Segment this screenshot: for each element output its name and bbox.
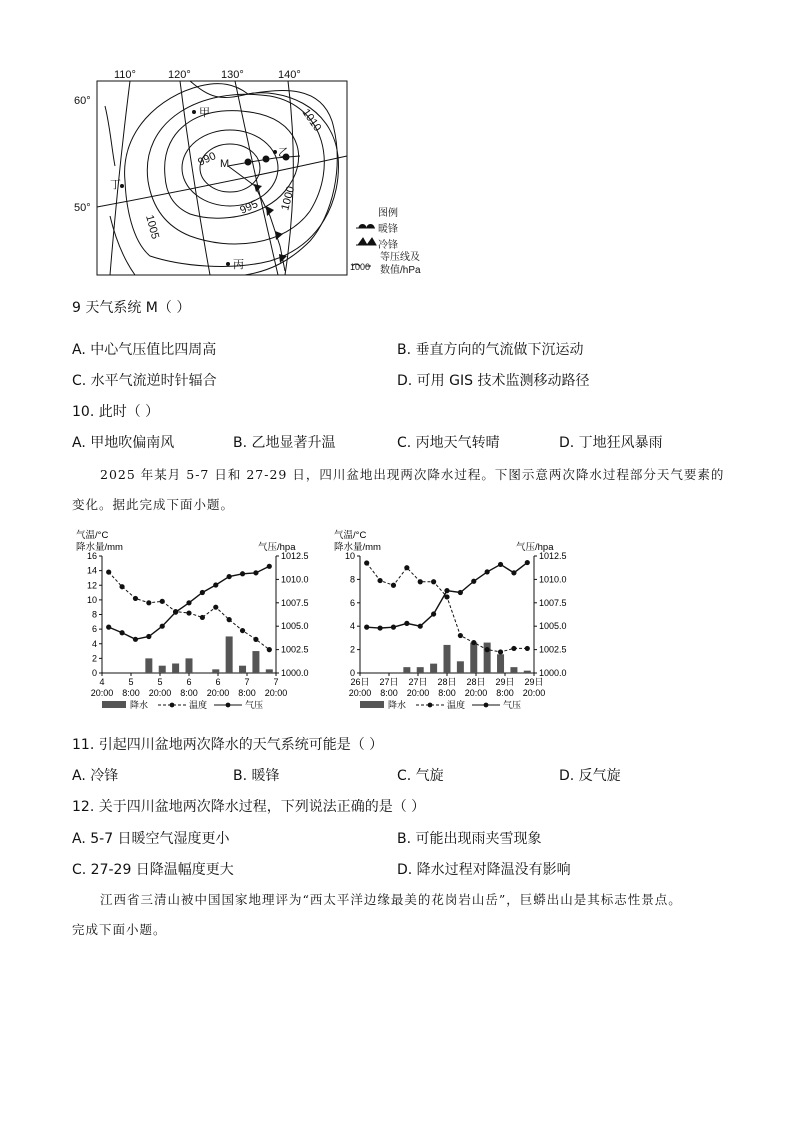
x-tick-label-day: 6 (215, 677, 221, 687)
temperature-point (253, 637, 258, 642)
x-tick-label-day: 28日 (466, 677, 486, 687)
precip-bar (239, 666, 246, 673)
x-tick-label-time: 20:00 (264, 688, 288, 698)
precip-bar (524, 671, 531, 673)
lon-140: 140° (278, 69, 301, 81)
right-axis-label-pressure: 气压/hpa (516, 542, 554, 553)
pressure-point (253, 570, 258, 575)
intro1-line1: 2025 年某月 5-7 日和 27-29 日，四川盆地出现两次降水过程。下图示意两次降水过程部分天气要素的 (100, 467, 725, 482)
map-legend (352, 225, 376, 266)
isobar-label-1010: 1010 (299, 106, 324, 134)
yi-dot (273, 150, 277, 154)
left-axis-label-temp: 气温/°C (76, 530, 109, 541)
jia-dot (192, 110, 196, 114)
x-tick-label-day: 26日 (350, 677, 370, 687)
isobar-label-1005: 1005 (143, 213, 162, 241)
precip-bar (444, 645, 451, 673)
precip-bar (430, 664, 437, 673)
legend-temp-marker (428, 703, 433, 708)
left-tick-label: 0 (349, 668, 355, 678)
precip-bar (212, 669, 219, 673)
temperature-point (431, 579, 436, 584)
legend-precip-swatch (102, 701, 126, 708)
q12-option-a[interactable]: A. 5-7 日暖空气湿度更小 (72, 831, 230, 847)
lon-110: 110° (114, 69, 136, 81)
x-tick-label-day: 27日 (408, 677, 428, 687)
right-tick-label: 1002.5 (281, 644, 309, 655)
right-tick-label: 1007.5 (539, 597, 567, 608)
legend-pressure-marker (226, 703, 231, 708)
q12-option-b[interactable]: B. 可能出现雨夹雪现象 (397, 831, 542, 847)
temperature-point (458, 633, 463, 638)
left-tick-label: 14 (86, 565, 97, 576)
x-tick-label-day: 29日 (495, 677, 515, 687)
x-tick-label-day: 7 (273, 677, 279, 687)
precip-bar (266, 669, 273, 673)
pressure-point (364, 625, 369, 630)
pressure-point (471, 579, 476, 584)
temperature-point (160, 599, 165, 604)
pressure-point (186, 600, 191, 605)
pressure-point (431, 611, 436, 616)
q9-option-a[interactable]: A. 中心气压值比四周高 (72, 342, 217, 358)
pressure-point (377, 625, 382, 630)
temperature-point (119, 584, 124, 589)
precip-bar (145, 658, 152, 673)
precip-bar (497, 654, 504, 673)
precip-bar (252, 651, 259, 673)
meridian-130 (235, 81, 278, 275)
legend-temp-marker (170, 703, 175, 708)
q12-option-d[interactable]: D. 降水过程对降温没有影响 (397, 862, 571, 878)
x-tick-label-time: 8:00 (238, 688, 256, 698)
right-tick-label: 1000.0 (281, 668, 309, 678)
q12-option-c[interactable]: C. 27-29 日降温幅度更大 (72, 862, 234, 878)
x-tick-label-time: 20:00 (90, 688, 114, 698)
pressure-point (227, 574, 232, 579)
pressure-point (146, 634, 151, 639)
legend-precip-label: 降水 (388, 700, 407, 710)
right-tick-label: 1010.0 (281, 574, 309, 585)
right-tick-label: 1012.5 (539, 551, 567, 561)
x-tick-label-day: 5 (128, 677, 134, 687)
left-tick-label: 8 (349, 574, 355, 585)
pressure-point (240, 571, 245, 576)
isobar-1010 (190, 81, 337, 275)
left-tick-label: 6 (349, 597, 355, 608)
precip-bar (159, 666, 166, 673)
legend-temp-label: 温度 (447, 700, 466, 710)
isobar-995 (165, 111, 299, 219)
right-tick-label: 1007.5 (281, 597, 309, 608)
right-axis-label-pressure: 气压/hpa (258, 542, 296, 553)
x-tick-label-time: 20:00 (406, 688, 430, 698)
x-tick-label-day: 27日 (379, 677, 399, 687)
meridian-140 (285, 81, 293, 275)
pressure-point (173, 610, 178, 615)
left-tick-label: 0 (91, 668, 97, 678)
pressure-point (391, 625, 396, 630)
temperature-point (364, 560, 369, 565)
x-tick-label-time: 8:00 (122, 688, 140, 698)
legend-pressure-label: 气压 (503, 700, 522, 710)
temperature-line (367, 563, 528, 652)
pressure-point (418, 624, 423, 629)
temperature-point (511, 646, 516, 651)
temperature-point (418, 579, 423, 584)
precip-bar (403, 667, 410, 673)
left-tick-label: 2 (91, 653, 97, 664)
q11-option-d[interactable]: D. 反气旋 (559, 768, 621, 784)
left-axis-label-precip: 降水量/mm (334, 542, 381, 553)
lon-120: 120° (168, 69, 191, 81)
pressure-point (200, 590, 205, 595)
isobar-label-1000: 1000 (279, 185, 298, 212)
left-tick-label: 6 (91, 624, 97, 635)
pressure-point (267, 564, 272, 569)
x-tick-label-time: 8:00 (496, 688, 514, 698)
left-axis-label-precip: 降水量/mm (76, 542, 123, 553)
left-tick-label: 10 (344, 551, 355, 561)
intro2-line2: 完成下面小题。 (72, 922, 167, 937)
q9-option-d[interactable]: D. 可用 GIS 技术监测移动路径 (397, 373, 590, 389)
precip-bar (417, 667, 424, 673)
precip-bar (226, 636, 233, 673)
q9-option-b[interactable]: B. 垂直方向的气流做下沉运动 (397, 342, 584, 358)
legend-temp-label: 温度 (189, 700, 208, 710)
pressure-point (213, 582, 218, 587)
weather-map (70, 66, 450, 280)
left-tick-label: 12 (86, 580, 97, 591)
x-tick-label-day: 6 (186, 677, 192, 687)
q9-option-c[interactable]: C. 水平气流逆时针辐合 (72, 373, 217, 389)
q9-stem: 9 天气系统 M（ ） (72, 300, 191, 316)
temperature-point (267, 647, 272, 652)
right-tick-label: 1002.5 (539, 644, 567, 655)
legend-warm: 暖锋 (378, 224, 398, 235)
right-tick-label: 1000.0 (539, 668, 567, 678)
intro1-line2: 变化。据此完成下面小题。 (72, 497, 235, 512)
legend-precip-label: 降水 (130, 700, 149, 710)
q11-stem: 11. 引起四川盆地两次降水的天气系统可能是（ ） (72, 737, 384, 753)
pressure-point (458, 590, 463, 595)
temperature-point (186, 610, 191, 615)
temperature-point (404, 565, 409, 570)
q10-option-d[interactable]: D. 丁地狂风暴雨 (559, 435, 663, 451)
pressure-point (511, 570, 516, 575)
right-tick-label: 1012.5 (281, 551, 309, 561)
weather-chart-27-29 (330, 528, 580, 718)
pressure-point (404, 621, 409, 626)
temperature-point (471, 640, 476, 645)
bing-dot (226, 262, 230, 266)
legend-title: 图例 (378, 208, 398, 219)
lon-130: 130° (221, 69, 244, 81)
q10-option-b[interactable]: B. 乙地显著升温 (233, 435, 336, 451)
temperature-point (213, 605, 218, 610)
pressure-point (525, 560, 530, 565)
x-tick-label-day: 5 (157, 677, 163, 687)
x-tick-label-time: 8:00 (180, 688, 198, 698)
temperature-point (200, 615, 205, 620)
right-tick-label: 1005.0 (281, 621, 309, 632)
q10-stem: 10. 此时（ ） (72, 404, 160, 420)
left-tick-label: 16 (86, 551, 97, 561)
precip-bar (172, 663, 179, 673)
legend-cold: 冷锋 (378, 240, 398, 251)
x-tick-label-day: 4 (99, 677, 105, 687)
temperature-point (377, 578, 382, 583)
q11-option-a[interactable]: A. 冷锋 (72, 768, 119, 784)
temperature-point (498, 649, 503, 654)
precip-bar (186, 658, 193, 673)
label-m: M (220, 158, 230, 170)
isobar-label-990: 990 (196, 150, 218, 169)
lat-60: 60° (74, 95, 91, 107)
x-tick-label-day: 28日 (437, 677, 457, 687)
left-tick-label: 10 (86, 594, 97, 605)
x-tick-label-time: 8:00 (380, 688, 398, 698)
left-tick-label: 4 (349, 621, 355, 632)
pressure-point (498, 562, 503, 567)
isobar-1000 (147, 94, 324, 244)
label-yi: 乙 (278, 147, 289, 159)
label-ding: 丁 (110, 179, 121, 191)
pressure-point (444, 588, 449, 593)
temperature-point (227, 617, 232, 622)
x-tick-label-time: 20:00 (348, 688, 372, 698)
pressure-point (160, 624, 165, 629)
meridian-110 (110, 81, 130, 275)
weather-chart-5-7 (72, 528, 322, 718)
x-tick-label-day: 7 (244, 677, 250, 687)
precip-bar (470, 643, 477, 673)
q12-stem: 12. 关于四川盆地两次降水过程，下列说法正确的是（ ） (72, 799, 426, 815)
pressure-point (133, 637, 138, 642)
left-tick-label: 4 (91, 638, 97, 649)
q11-option-b[interactable]: B. 暖锋 (233, 768, 280, 784)
left-tick-label: 8 (91, 609, 97, 620)
legend-isobar-2: 数值/hPa (380, 265, 421, 276)
label-jia: 甲 (199, 107, 210, 119)
x-tick-label-day: 29日 (524, 677, 544, 687)
right-tick-label: 1010.0 (539, 574, 567, 585)
legend-isobar-sample: 1000 (350, 262, 371, 272)
lat-50: 50° (74, 202, 91, 214)
precip-bar (457, 661, 464, 673)
x-tick-label-time: 20:00 (522, 688, 546, 698)
isobar-label-995: 995 (238, 198, 260, 217)
legend-pressure-marker (484, 703, 489, 708)
q10-option-a[interactable]: A. 甲地吹偏南风 (72, 435, 175, 451)
temperature-point (133, 596, 138, 601)
temperature-point (525, 646, 530, 651)
pressure-point (485, 569, 490, 574)
legend-isobar-1: 等压线及 (380, 252, 420, 263)
intro2-line1: 江西省三清山被中国国家地理评为“西太平洋边缘最美的花岗岩山岳”，巨蟒出山是其标志性景点。 (100, 892, 682, 907)
pressure-point (106, 625, 111, 630)
temperature-point (240, 628, 245, 633)
temperature-point (485, 647, 490, 652)
q11-option-c[interactable]: C. 气旋 (397, 768, 444, 784)
temperature-point (146, 600, 151, 605)
legend-precip-swatch (360, 701, 384, 708)
x-tick-label-time: 20:00 (148, 688, 172, 698)
x-tick-label-time: 8:00 (438, 688, 456, 698)
precip-bar (510, 667, 517, 673)
pressure-point (119, 630, 124, 635)
label-bing: 丙 (233, 259, 244, 271)
legend-pressure-label: 气压 (245, 700, 264, 710)
q10-option-c[interactable]: C. 丙地天气转晴 (397, 435, 500, 451)
left-axis-label-temp: 气温/°C (334, 530, 367, 541)
x-tick-label-time: 20:00 (206, 688, 230, 698)
temperature-point (106, 569, 111, 574)
x-tick-label-time: 20:00 (464, 688, 488, 698)
right-tick-label: 1005.0 (539, 621, 567, 632)
temperature-point (391, 583, 396, 588)
left-tick-label: 2 (349, 644, 355, 655)
